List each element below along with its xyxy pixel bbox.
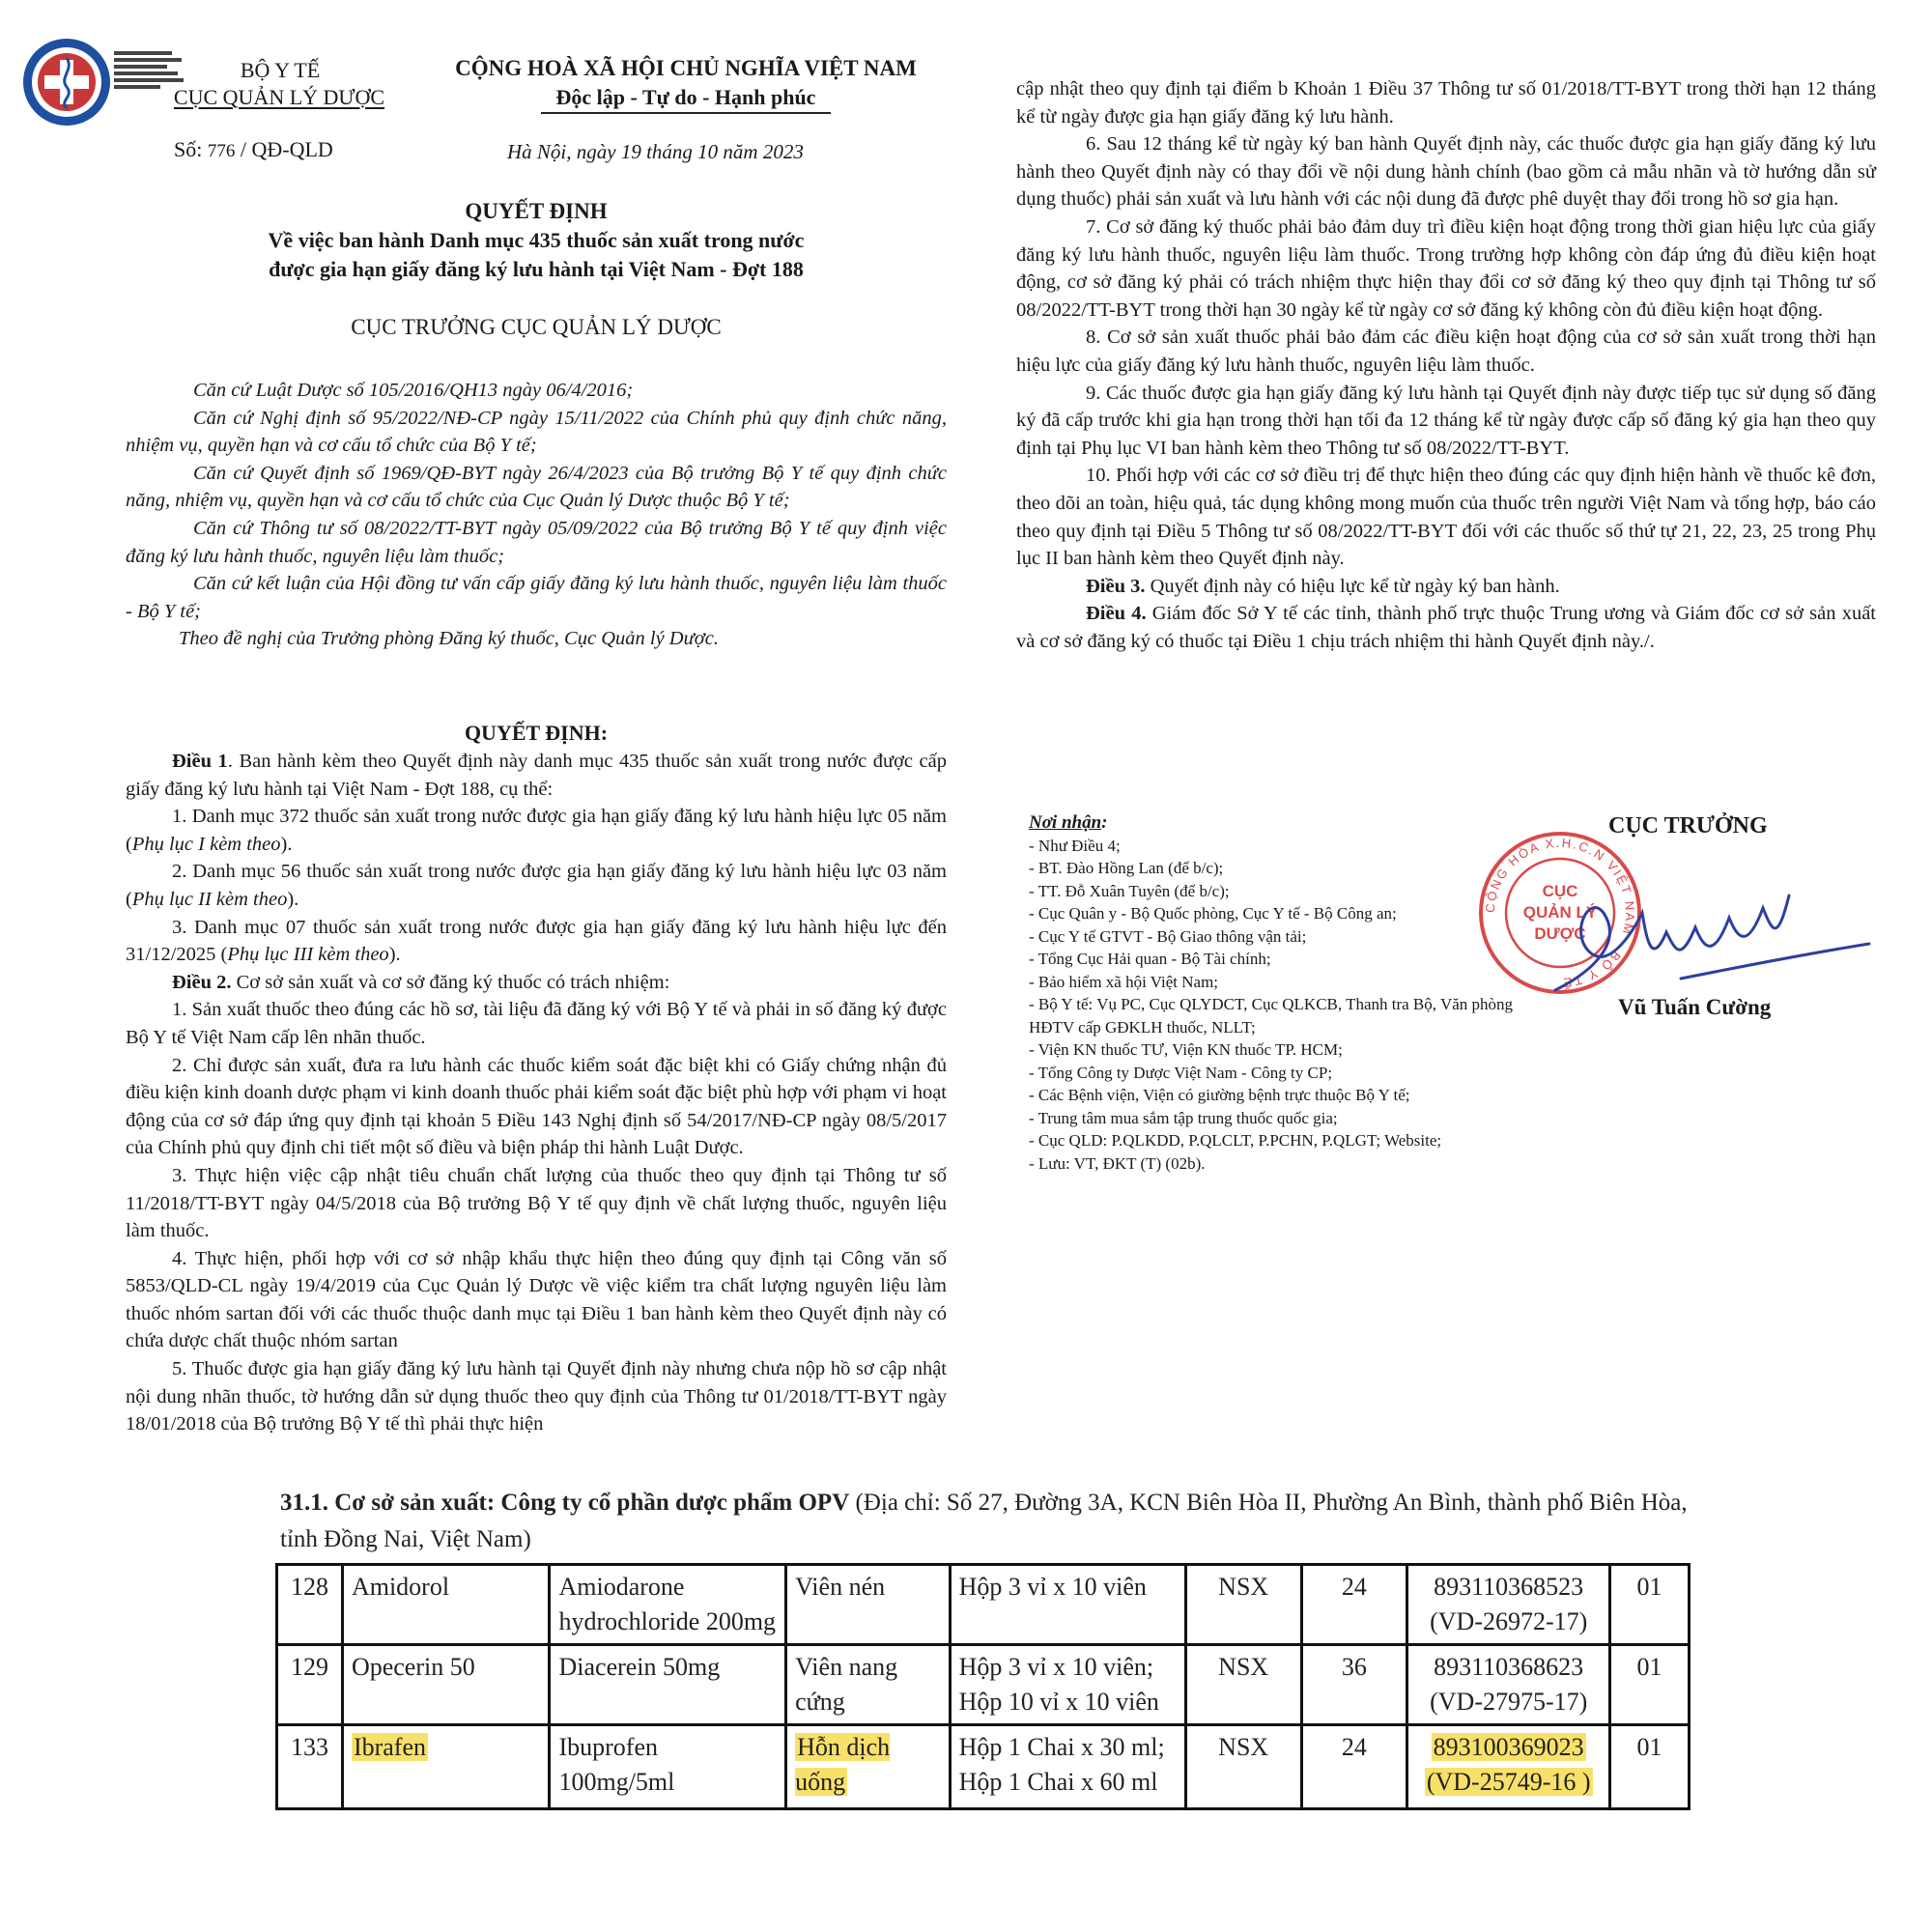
recipient-item: - Tổng Công ty Dược Việt Nam - Công ty CP;	[1029, 1063, 1333, 1082]
org-name: CỤC QUẢN LÝ DƯỢC	[173, 85, 385, 109]
article-2-item: cập nhật theo quy định tại điểm b Khoản 1 Điều 37 Thông tư số 01/2018/TT-BYT trong thời hạn 12 tháng kể từ ngày được gia hạn giấy đăng ký lưu hành.	[1016, 78, 1876, 128]
packaging-text: Hộp 3 vỉ x 10 viên; Hộp 10 vỉ x 10 viên	[958, 1653, 1159, 1716]
cell-stt: 128	[277, 1565, 343, 1645]
basis-item: Căn cứ Thông tư số 08/2022/TT-BYT ngày 05/09/2022 của Bộ trưởng Bộ Y tế quy định việc đăng ký lưu hành thuốc, nguyên liệu làm thuốc;	[126, 517, 947, 567]
recipient-item: - TT. Đỗ Xuân Tuyên (để b/c);	[1029, 881, 1230, 900]
article-2-item: 7. Cơ sở đăng ký thuốc phải bảo đảm duy trì điều kiện hoạt động trong thời gian hiệu lực của giấy đăng ký lưu hành thuốc, nguyên liệu làm thuốc. Trong trường hợp không còn đáp ứng đủ điều kiện hoạt động, cơ sở đăng ký phải có trách nhiệm thực hiện thay đổi cơ sở đăng ký theo quy định tại Thông tư số 08/2022/TT-BYT trong thời hạn 30 ngày kể từ ngày cơ sở đăng ký không còn đủ điều kiện hoạt động.	[1016, 215, 1876, 321]
drug-table	[275, 1563, 1690, 1810]
seal-text: DƯỢC	[1534, 924, 1586, 943]
article-2	[126, 969, 947, 997]
article-1-item	[126, 803, 947, 858]
item-close: ).	[280, 833, 293, 855]
item-close: ).	[287, 888, 299, 910]
cell-standard: NSX	[1185, 1725, 1301, 1809]
old-reg-number: (VD-27975-17)	[1430, 1688, 1588, 1716]
cell-registration	[1407, 1645, 1610, 1725]
cell-standard: NSX	[1185, 1645, 1301, 1725]
cell-standard: NSX	[1185, 1565, 1301, 1645]
article-4-text: Giám đốc Sở Y tế các tỉnh, thành phố trực thuộc Trung ương và Giám đốc cơ sở sản xuất và cơ sở đăng ký có thuốc tại Điều 1 chịu trách nhiệm thi hành Quyết định này./.	[1016, 603, 1876, 652]
number-label: Số:	[174, 137, 208, 161]
cell-dosage-form: Viên nén	[786, 1565, 951, 1645]
item-text: 1. Danh mục 372 thuốc sản xuất trong nước được gia hạn giấy đăng ký lưu hành hiệu lực 05 năm (	[126, 806, 947, 855]
cell-ingredient: Diacerein 50mg	[550, 1645, 786, 1725]
recipient-item: - BT. Đào Hồng Lan (để b/c);	[1029, 859, 1224, 877]
decision-subject-2: được gia hạn giấy đăng ký lưu hành tại Việt Nam - Đợt 188	[269, 257, 804, 281]
cell-registration	[1407, 1725, 1610, 1809]
article-4	[1016, 600, 1876, 655]
article-3	[1016, 573, 1876, 601]
appendix-ref: Phụ lục III kèm theo	[227, 944, 389, 966]
document-number	[174, 137, 333, 162]
highlighted-dosage-form: Hỗn dịch uống	[795, 1733, 891, 1796]
cell-batch: 01	[1610, 1725, 1690, 1809]
recipient-item: - Bảo hiểm xã hội Việt Nam;	[1029, 972, 1219, 991]
seal-ring-text: CỘNG HÒA X.H.C.N VIỆT NAM · BỘ Y TẾ	[1482, 835, 1638, 991]
article-2-item: 4. Thực hiện, phối hợp với cơ sở nhập khẩu thực hiện theo đúng quy định tại Công văn số 5853/QLD-CL ngày 19/4/2019 của Cục Quản lý Dược về việc kiểm tra chất lượng nguyên liệu làm thuốc nhóm sartan đối với các thuốc thuộc danh mục tại Điều 1 ban hành kèm theo Quyết định này có chứa dược chất thuộc nhóm sartan	[126, 1247, 947, 1352]
articles-column-1	[126, 748, 947, 1438]
seal-text: CỤC	[1542, 882, 1578, 900]
cell-shelf-life: 36	[1301, 1645, 1407, 1725]
article-2-item: 1. Sản xuất thuốc theo đúng các hồ sơ, tài liệu đã đăng ký với Bộ Y tế và phải in số đăng ký được Bộ Y tế Việt Nam cấp lên nhãn thuốc.	[126, 999, 947, 1048]
recipients-block	[1029, 811, 1550, 1175]
authority-title: CỤC TRƯỞNG CỤC QUẢN LÝ DƯỢC	[351, 315, 722, 339]
article-1-item	[126, 914, 947, 969]
highlighted-old-reg-number: (VD-25749-16 )	[1426, 1768, 1591, 1796]
article-1-item	[126, 858, 947, 913]
basis-item: Căn cứ Nghị định số 95/2022/NĐ-CP ngày 15/11/2022 của Chính phủ quy định chức năng, nhiệm vụ, quyền hạn và cơ cấu tổ chức của Bộ Y tế;	[126, 407, 947, 457]
number-value: 776	[207, 141, 236, 161]
recipient-item: - Lưu: VT, ĐKT (T) (02b).	[1029, 1153, 1206, 1173]
cell-drug-name	[342, 1725, 550, 1809]
decision-title: QUYẾT ĐỊNH	[465, 199, 608, 223]
basis-item: Theo đề nghị của Trưởng phòng Đăng ký thuốc, Cục Quản lý Dược.	[179, 628, 719, 650]
appendix-ref: Phụ lục II kèm theo	[131, 888, 288, 910]
article-2-item: 10. Phối hợp với các cơ sở điều trị để thực hiện theo đúng các quy định hiện hành về thuốc kê đơn, theo dõi an toàn, hiệu quả, tác dụng không mong muốn của thuốc trên người Việt Nam và tổng hợp, báo cáo theo quy định tại Điều 5 Thông tư số 08/2022/TT-BYT đối với các thuốc số thứ tự 21, 22, 23, 25 trong Phụ lục II ban hành kèm theo Quyết định này.	[1016, 465, 1876, 570]
cell-drug-name: Amidorol	[342, 1565, 550, 1645]
cell-ingredient: Amiodarone hydrochloride 200mg	[550, 1565, 786, 1645]
cell-shelf-life: 24	[1301, 1725, 1407, 1809]
article-1-text: . Ban hành kèm theo Quyết định này danh mục 435 thuốc sản xuất trong nước được cấp giấy đăng ký lưu hành tại Việt Nam - Đợt 188, cụ thể:	[126, 751, 948, 800]
basis-item: Căn cứ Quyết định số 1969/QĐ-BYT ngày 26/4/2023 của Bộ trưởng Bộ Y tế quy định chức năng, nhiệm vụ, quyền hạn và cơ cấu tổ chức của Cục Quản lý Dược thuộc Bộ Y tế;	[126, 462, 947, 512]
issue-date: Hà Nội, ngày 19 tháng 10 năm 2023	[507, 140, 804, 163]
cell-batch: 01	[1610, 1645, 1690, 1725]
recipient-item: - Các Bệnh viện, Viện có giường bệnh trực thuộc Bộ Y tế;	[1029, 1086, 1410, 1104]
article-2-item: 9. Các thuốc được gia hạn giấy đăng ký lưu hành tại Quyết định này được tiếp tục sử dụng số đăng ký đã cấp trước khi gia hạn trong thời hạn tối đa 12 tháng kể từ ngày được cấp số đăng ký gia hạn theo quy định tại Phụ lục VI ban hành kèm theo Thông tư số 08/2022/TT-BYT.	[1016, 382, 1876, 459]
legal-bases	[126, 377, 947, 653]
cell-drug-name: Opecerin 50	[342, 1645, 550, 1725]
item-close: ).	[388, 944, 401, 966]
reg-number: 893110368523	[1434, 1573, 1584, 1601]
handwritten-signature-icon	[1536, 874, 1884, 1009]
recipient-item: - Cục QLD: P.QLKDD, P.QLCLT, P.PCHN, P.QLGT; Website;	[1029, 1131, 1442, 1150]
org-parent: BỘ Y TẾ	[240, 58, 321, 82]
item-text: 2. Danh mục 56 thuốc sản xuất trong nước được gia hạn giấy đăng ký lưu hành hiệu lực 03 năm (	[126, 861, 947, 910]
cell-stt: 133	[277, 1725, 343, 1809]
basis-item: Căn cứ Luật Dược số 105/2016/QH13 ngày 06/4/2016;	[193, 380, 634, 401]
highlighted-drug-name: Ibrafen	[353, 1733, 426, 1761]
signer-role: CỤC TRƯỞNG	[1608, 813, 1768, 838]
recipients-heading: Nơi nhận:	[1029, 812, 1108, 833]
table-row	[277, 1645, 1690, 1725]
article-3-text: Quyết định này có hiệu lực kể từ ngày ký ban hành.	[1145, 575, 1560, 597]
article-2-item: 2. Chỉ được sản xuất, đưa ra lưu hành các thuốc kiểm soát đặc biệt khi có Giấy chứng nhận đủ điều kiện kinh doanh dược phạm vi kinh doanh thuốc phải kiểm soát đặc biệt phù hợp với phạm vi hoạt động của cơ sở đáp ứng quy định tại khoản 5 Điều 143 Nghị định số 54/2017/NĐ-CP ngày 08/5/2017 của Chính phủ quy định chi tiết một số điều và biện pháp thi hành Luật Dược.	[126, 1054, 947, 1159]
cell-stt: 129	[277, 1645, 343, 1725]
article-2-item: 8. Cơ sở sản xuất thuốc phải bảo đảm các điều kiện hoạt động của cơ sở sản xuất trong thời hạn hiệu lực của giấy đăng ký lưu hành thuốc, nguyên liệu làm thuốc.	[1016, 327, 1876, 376]
recipient-item: - Viện KN thuốc TƯ, Viện KN thuốc TP. HCM;	[1029, 1040, 1343, 1059]
ministry-logo-icon	[21, 37, 113, 128]
manufacturer-address: (Địa chỉ: Số 27, Đường 3A, KCN Biên Hòa II, Phường An Bình, thành phố Biên Hòa, tỉnh Đồng Nai, Việt Nam)	[280, 1490, 1688, 1552]
article-2-text: Cơ sở sản xuất và cơ sở đăng ký thuốc có trách nhiệm:	[231, 971, 670, 993]
cell-registration	[1407, 1565, 1610, 1645]
manufacturer-heading	[280, 1485, 1700, 1558]
table-row-highlighted	[277, 1725, 1690, 1809]
basis-item: Căn cứ kết luận của Hội đồng tư vấn cấp giấy đăng ký lưu hành thuốc, nguyên liệu làm thuốc - Bộ Y tế;	[126, 573, 947, 622]
article-2-item: 5. Thuốc được gia hạn giấy đăng ký lưu hành tại Quyết định này nhưng chưa nộp hồ sơ cập nhật nội dung nhãn thuốc, tờ hướng dẫn sử dụng thuốc theo quy định của Thông tư 01/2018/TT-BYT ngày 18/01/2018 của Bộ trưởng Bộ Y tế thì phải thực hiện	[126, 1358, 947, 1435]
cell-batch: 01	[1610, 1565, 1690, 1645]
recipient-item: - Cục Y tế GTVT - Bộ Giao thông vận tải;	[1029, 926, 1307, 946]
motto-underline	[541, 112, 831, 114]
reg-number: 893110368623	[1434, 1653, 1584, 1681]
recipient-item: - Trung tâm mua sắm tập trung thuốc quốc gia;	[1029, 1108, 1338, 1127]
cell-ingredient: Ibuprofen 100mg/5ml	[550, 1725, 786, 1809]
highlighted-reg-number: 893100369023	[1433, 1733, 1584, 1761]
article-4-label: Điều 4.	[1086, 603, 1147, 625]
recipient-item: - Bộ Y tế: Vụ PC, Cục QLYDCT, Cục QLKCB, Thanh tra Bộ, Văn phòng HĐTV cấp GĐKLH thuốc, NLLT;	[1029, 995, 1514, 1037]
articles-column-2	[1016, 75, 1876, 655]
number-suffix: / QĐ-QLD	[235, 137, 333, 161]
article-2-item: 3. Thực hiện việc cập nhật tiêu chuẩn chất lượng của thuốc theo quy định tại Thông tư số 11/2018/TT-BYT ngày 04/5/2018 của Bộ trưởng Bộ Y tế quy định về chất lượng thuốc, nguyên liệu làm thuốc.	[126, 1164, 947, 1242]
recipient-item: - Tổng Cục Hải quan - Bộ Tài chính;	[1029, 950, 1271, 968]
article-1-label: Điều 1	[172, 751, 228, 772]
cell-dosage-form: Viên nang cứng	[786, 1645, 951, 1725]
cell-packaging	[950, 1645, 1185, 1725]
old-reg-number: (VD-26972-17)	[1430, 1607, 1588, 1635]
item-text: 3. Danh mục 07 thuốc sản xuất trong nước được gia hạn giấy đăng ký lưu hành hiệu lực đến 31/12/2025 (	[126, 916, 947, 966]
cell-packaging: Hộp 1 Chai x 30 ml; Hộp 1 Chai x 60 ml	[950, 1725, 1185, 1809]
cell-dosage-form	[786, 1725, 951, 1809]
decision-subject-1: Về việc ban hành Danh mục 435 thuốc sản xuất trong nước	[268, 228, 805, 252]
recipient-item: - Như Điều 4;	[1029, 836, 1121, 855]
national-motto: Độc lập - Tự do - Hạnh phúc	[555, 85, 816, 109]
seal-text: QUẢN LÝ	[1522, 903, 1598, 922]
recipient-item: - Cục Quân y - Bộ Quốc phòng, Cục Y tế - Bộ Công an;	[1029, 904, 1397, 923]
cell-packaging: Hộp 3 vỉ x 10 viên	[950, 1565, 1185, 1645]
national-title: CỘNG HOÀ XÃ HỘI CHỦ NGHĨA VIỆT NAM	[455, 56, 917, 80]
table-row	[277, 1565, 1690, 1645]
cell-shelf-life: 24	[1301, 1565, 1407, 1645]
signer-name: Vũ Tuấn Cường	[1618, 995, 1772, 1019]
article-1	[126, 748, 947, 803]
article-2-label: Điều 2.	[172, 971, 232, 993]
manufacturer-name: 31.1. Cơ sở sản xuất: Công ty cổ phần dược phẩm OPV	[280, 1490, 850, 1516]
appendix-ref: Phụ lục I kèm theo	[131, 833, 281, 855]
article-2-item: 6. Sau 12 tháng kể từ ngày ký ban hành Quyết định này, các thuốc được gia hạn giấy đăng ký lưu hành theo Quyết định này có thay đổi về nội dung hành chính (bao gồm cả mẫu nhãn và tờ hướng dẫn sử dụng thuốc) phải sản xuất và lưu hành với các nội dung đã được phê duyệt thay đổi trong hồ sơ gia hạn.	[1016, 133, 1876, 211]
decision-heading: QUYẾT ĐỊNH:	[464, 721, 609, 745]
article-3-label: Điều 3.	[1086, 575, 1146, 597]
